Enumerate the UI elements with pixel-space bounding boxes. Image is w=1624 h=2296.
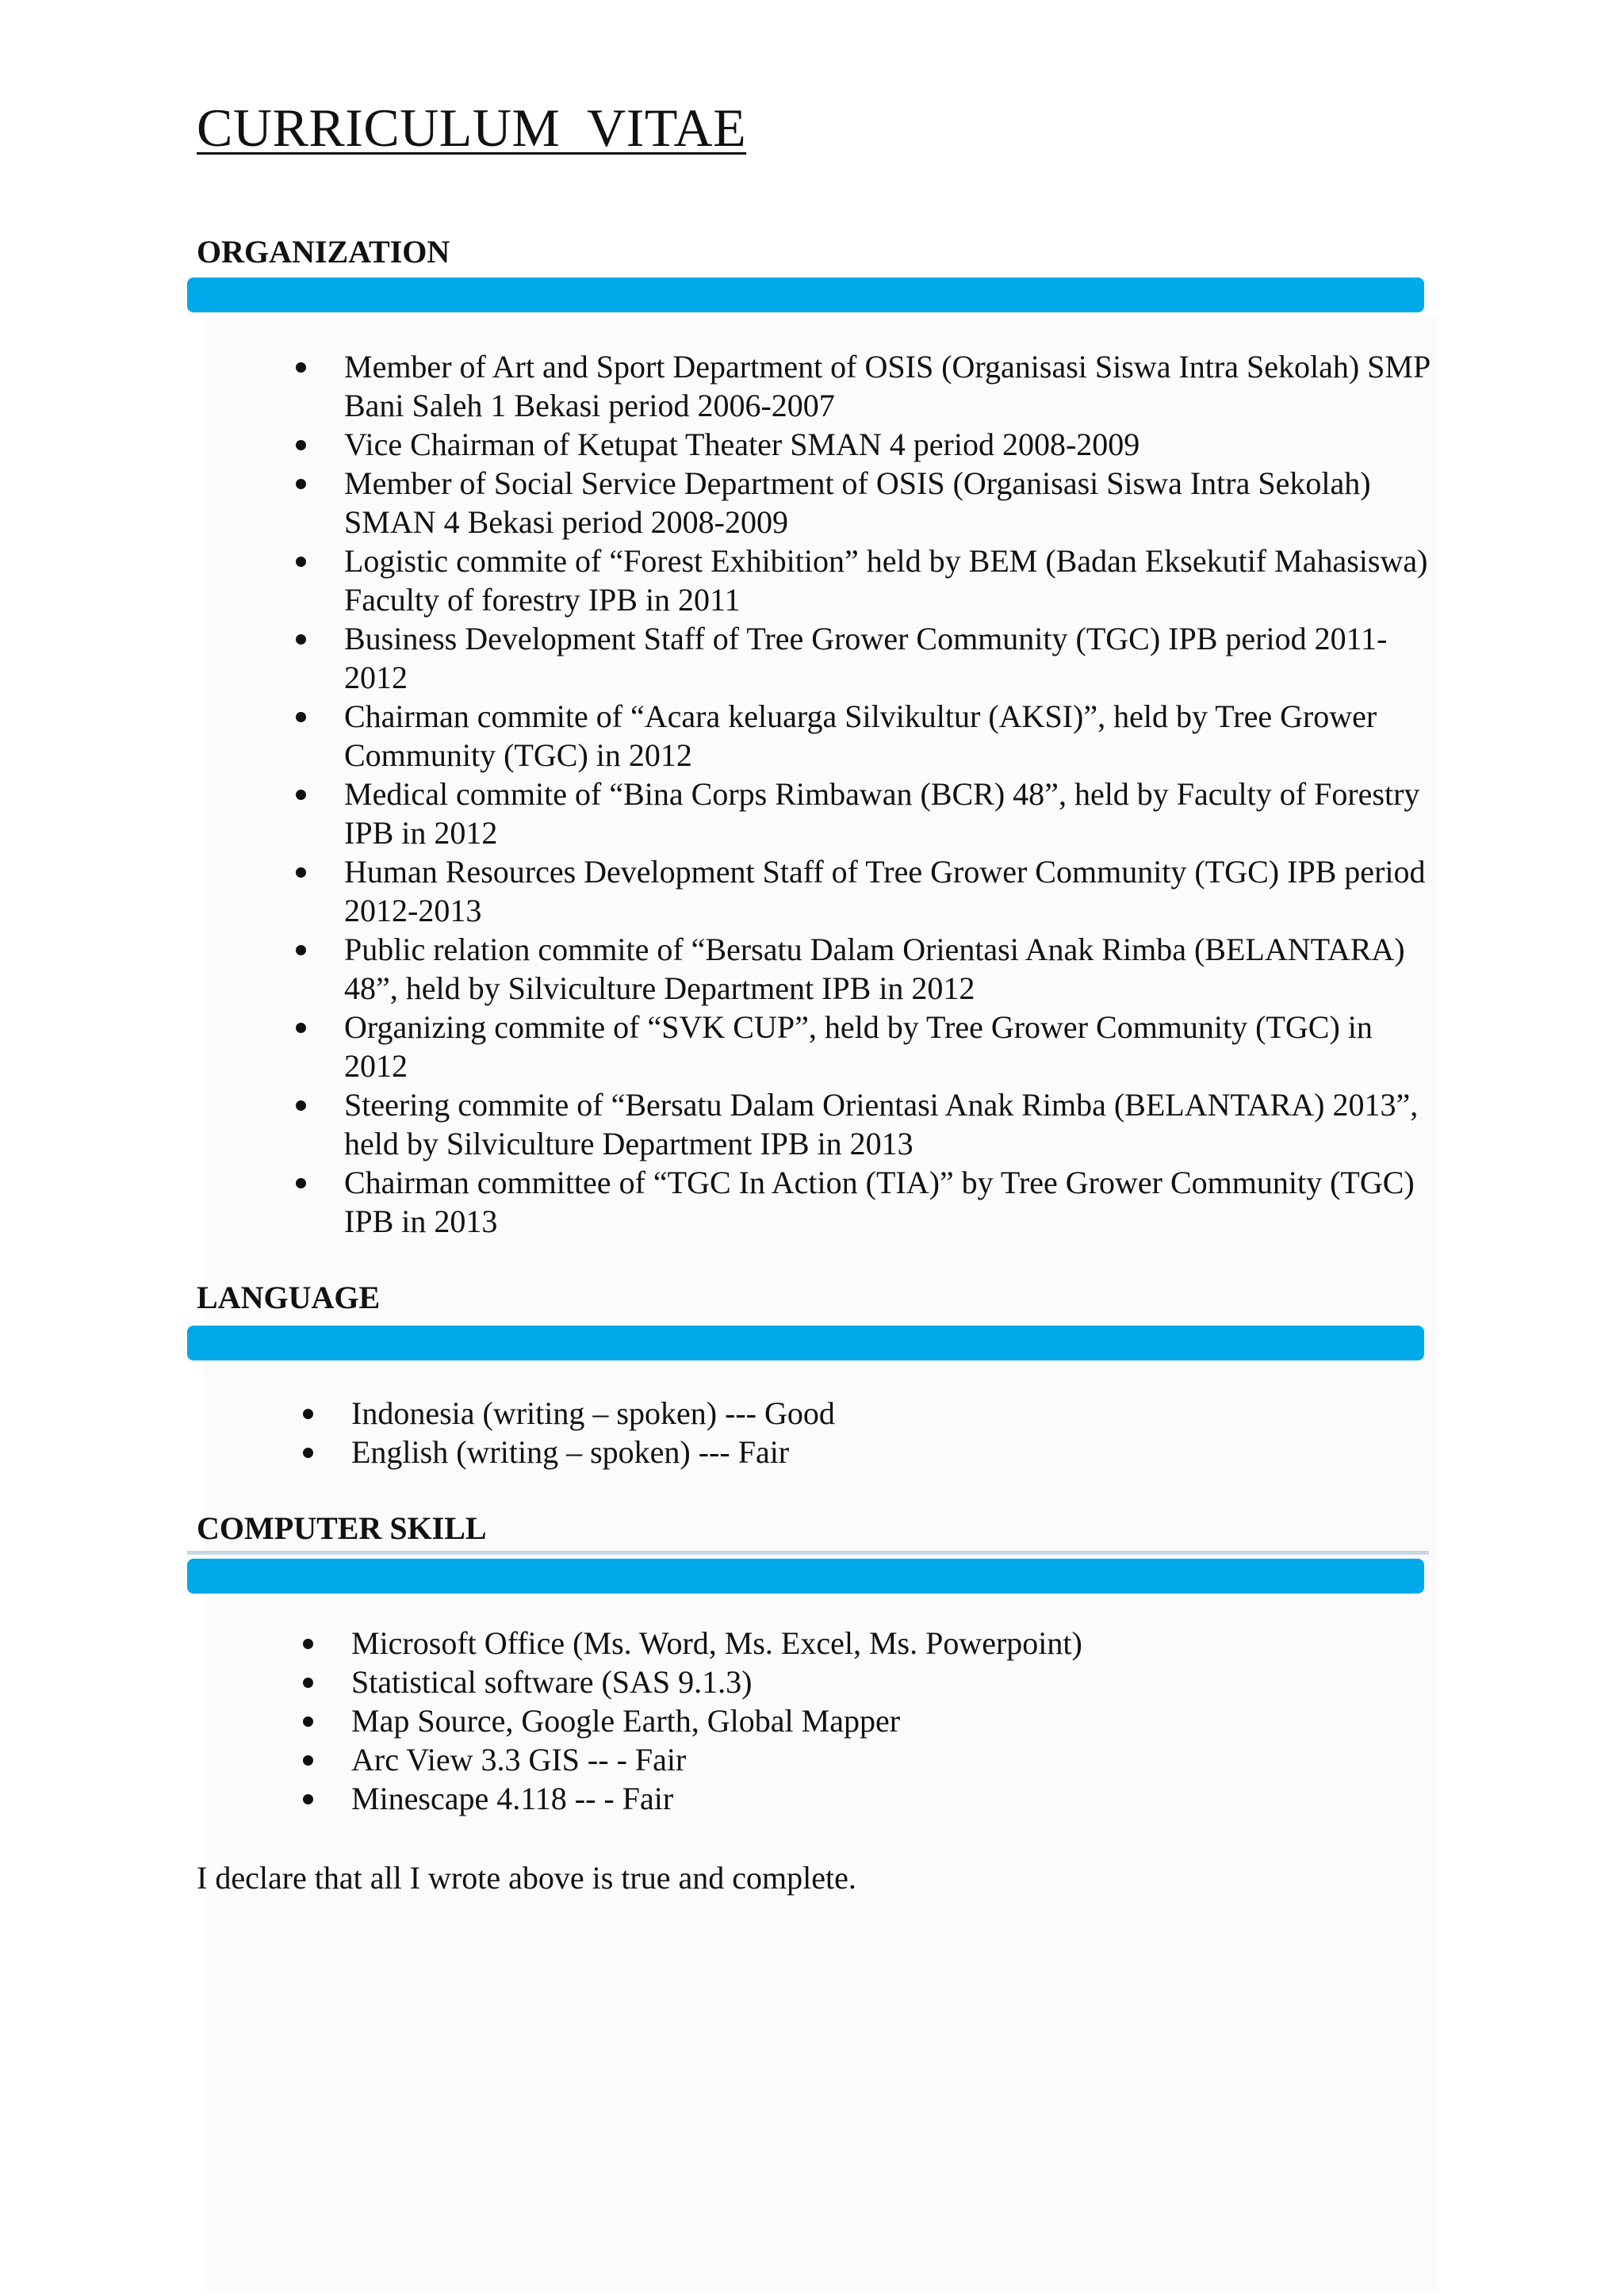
bullet-icon (296, 634, 306, 645)
list-item (344, 425, 1438, 464)
bullet-icon (303, 1794, 313, 1804)
computer-skill-list (351, 1624, 1382, 1818)
bullet-icon (303, 1448, 313, 1458)
list-item-text: Arc View 3.3 GIS -- - Fair (351, 1742, 687, 1777)
list-item (351, 1394, 1382, 1433)
bullet-icon (296, 362, 306, 373)
list-item-text: Microsoft Office (Ms. Word, Ms. Excel, Ms. Powerpoint) (351, 1625, 1082, 1661)
list-item (344, 1008, 1438, 1085)
bullet-icon (296, 790, 306, 800)
list-item (344, 347, 1438, 425)
list-item (344, 697, 1438, 775)
list-item-text: Member of Social Service Department of OSIS (Organisasi Siswa Intra Sekolah) SMAN 4 Bekasi period 2008-2009 (344, 465, 1371, 540)
document-title: CURRICULUM VITAE (197, 98, 747, 158)
list-item-text: Minescape 4.118 -- - Fair (351, 1781, 674, 1816)
list-item (351, 1624, 1382, 1663)
organization-list (344, 347, 1438, 1241)
list-item-text: Member of Art and Sport Department of OSIS (Organisasi Siswa Intra Sekolah) SMP Bani Saleh 1 Bekasi period 2006-2007 (344, 349, 1430, 423)
declaration-statement: I declare that all I wrote above is true and complete. (197, 1860, 856, 1896)
list-item-text: Business Development Staff of Tree Grower Community (TGC) IPB period 2011-2012 (344, 621, 1388, 695)
section-divider-bar (187, 277, 1424, 312)
list-item-text: Indonesia (writing – spoken) --- Good (351, 1395, 835, 1431)
bullet-icon (296, 712, 306, 722)
list-item (344, 1085, 1438, 1163)
section-heading-computer-skill: COMPUTER SKILL (197, 1510, 487, 1546)
list-item-text: Logistic commite of “Forest Exhibition” held by BEM (Badan Eksekutif Mahasiswa) Faculty of forestry IPB in 2011 (344, 543, 1428, 618)
list-item-text: Chairman commite of “Acara keluarga Silvikultur (AKSI)”, held by Tree Grower Community (TGC) in 2012 (344, 698, 1377, 773)
list-item (344, 852, 1438, 930)
section-divider-bar (187, 1326, 1424, 1360)
list-item (344, 541, 1438, 619)
bullet-icon (296, 479, 306, 489)
bullet-icon (296, 1100, 306, 1111)
list-item-text: Vice Chairman of Ketupat Theater SMAN 4 period 2008-2009 (344, 427, 1140, 462)
list-item (344, 1163, 1438, 1241)
list-item-text: Public relation commite of “Bersatu Dalam Orientasi Anak Rimba (BELANTARA) 48”, held by Silviculture Department IPB in 2012 (344, 932, 1405, 1006)
section-divider-rule (187, 1551, 1429, 1555)
list-item-text: Medical commite of “Bina Corps Rimbawan (BCR) 48”, held by Faculty of Forestry IPB in 2012 (344, 776, 1420, 851)
list-item (351, 1433, 1382, 1471)
bullet-icon (303, 1716, 313, 1727)
list-item (351, 1740, 1382, 1779)
bullet-icon (296, 557, 306, 567)
list-item-text: English (writing – spoken) --- Fair (351, 1434, 790, 1470)
list-item (351, 1701, 1382, 1740)
list-item (344, 619, 1438, 697)
section-heading-organization: ORGANIZATION (197, 234, 450, 270)
list-item-text: Statistical software (SAS 9.1.3) (351, 1664, 753, 1700)
list-item (344, 464, 1438, 541)
list-item (351, 1663, 1382, 1701)
bullet-icon (296, 945, 306, 955)
list-item-text: Human Resources Development Staff of Tree Grower Community (TGC) IPB period 2012-2013 (344, 854, 1426, 928)
language-list (351, 1394, 1382, 1471)
list-item-text: Chairman committee of “TGC In Action (TIA)” by Tree Grower Community (TGC) IPB in 2013 (344, 1165, 1415, 1239)
bullet-icon (303, 1639, 313, 1649)
list-item-text: Steering commite of “Bersatu Dalam Orientasi Anak Rimba (BELANTARA) 2013”, held by Silviculture Department IPB in 2013 (344, 1087, 1419, 1161)
section-heading-language: LANGUAGE (197, 1280, 381, 1315)
bullet-icon (303, 1678, 313, 1688)
list-item (344, 930, 1438, 1008)
list-item (344, 775, 1438, 852)
bullet-icon (296, 1023, 306, 1033)
bullet-icon (296, 440, 306, 450)
bullet-icon (296, 1178, 306, 1188)
list-item-text: Organizing commite of “SVK CUP”, held by Tree Grower Community (TGC) in 2012 (344, 1009, 1373, 1084)
list-item (351, 1779, 1382, 1818)
section-divider-bar (187, 1559, 1424, 1594)
bullet-icon (303, 1755, 313, 1766)
list-item-text: Map Source, Google Earth, Global Mapper (351, 1703, 901, 1739)
bullet-icon (296, 867, 306, 878)
bullet-icon (303, 1409, 313, 1419)
